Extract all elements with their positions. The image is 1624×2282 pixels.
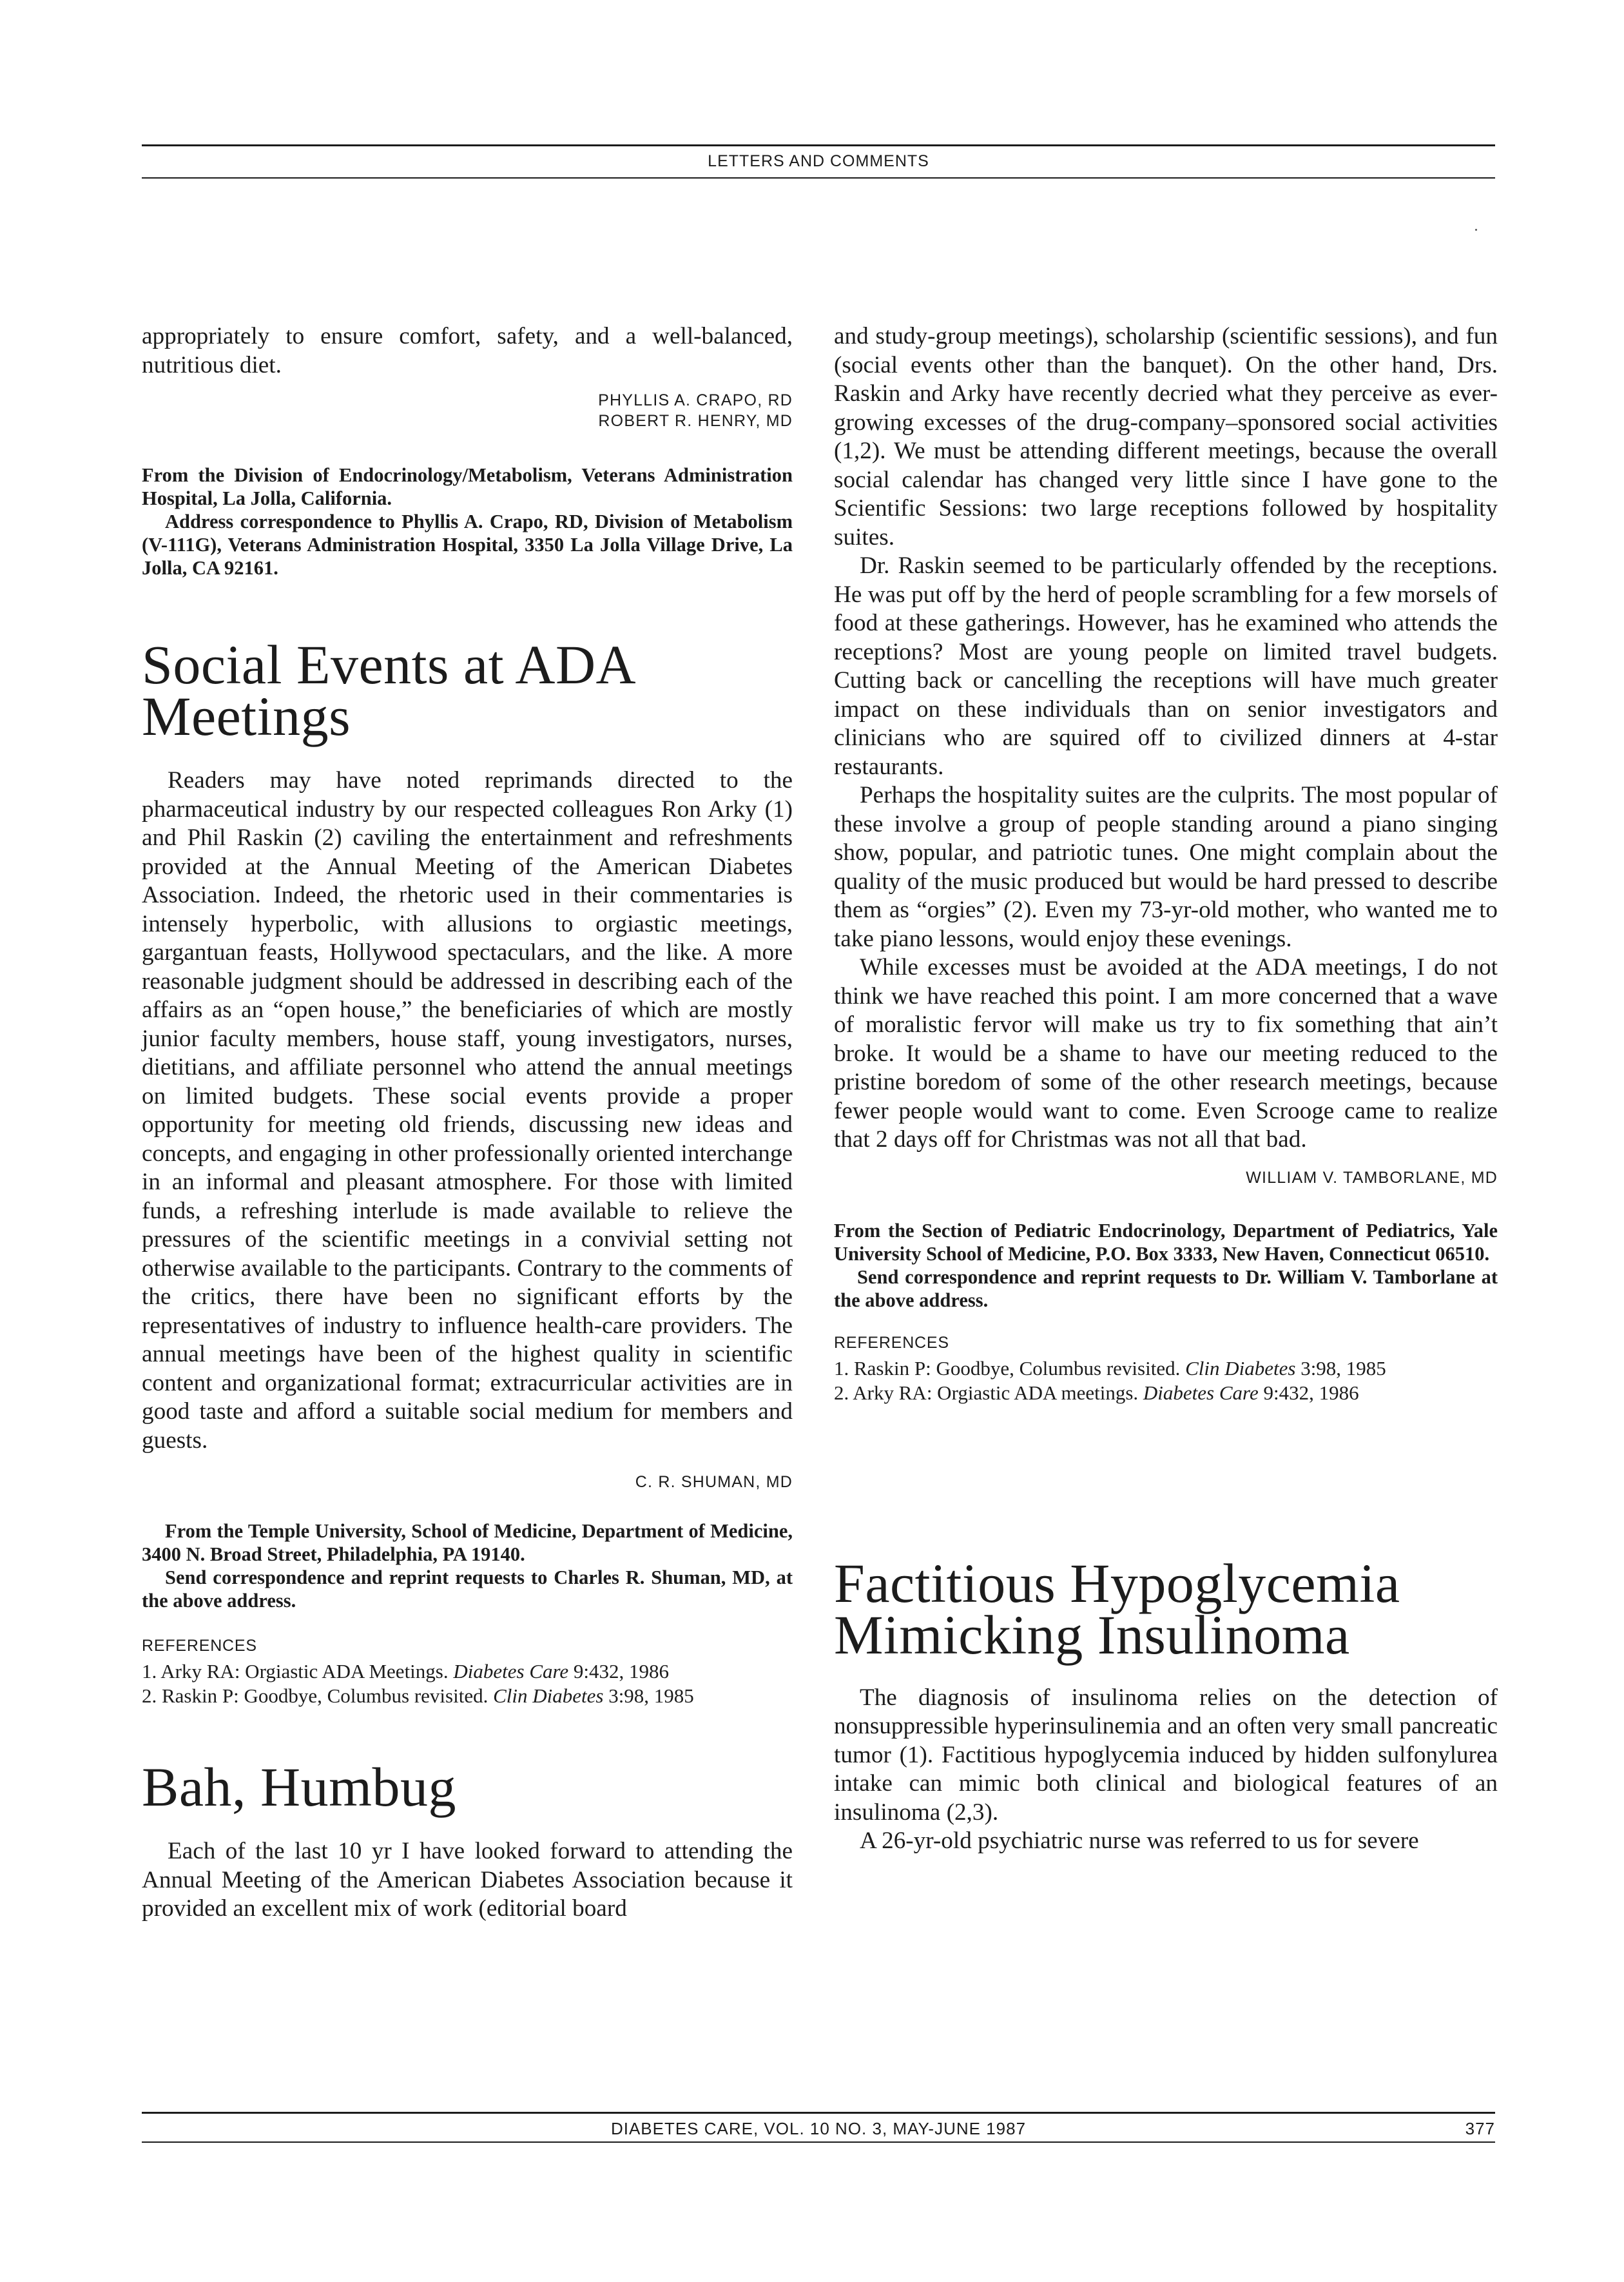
references-heading-left: REFERENCES xyxy=(142,1637,257,1655)
header-rule-bottom xyxy=(142,177,1495,179)
bah-humbug-paragraph-1: and study-group meetings), scholarship (scientific sessions), and fun (social events other than the banquet). On the other hand, Drs. Raskin and Arky have recently decried what they perceive as ever-growing excesses of the drug-company–sponsored social activities (1,2). We must be attending different meetings, because the overall social calendar has changed very little since I have gone to the Scientific Sessions: two large receptions followed by hospitality suites. xyxy=(834,323,1498,551)
factitious-paragraph-2: A 26-yr-old psychiatric nurse was referred to us for severe xyxy=(860,1828,1419,1854)
crapo-correspondence: Address correspondence to Phyllis A. Crapo, RD, Division of Metabolism (V-111G), Veterans Administration Hospital, 3350 La Jolla Village Drive, La Jolla, CA 92161. xyxy=(142,511,793,579)
left-reference-1: 1. Arky RA: Orgiastic ADA Meetings. Diabetes Care 9:432, 1986 xyxy=(142,1660,670,1682)
crapo-letter-end: appropriately to ensure comfort, safety, and a well-balanced, nutritious diet. xyxy=(142,323,793,378)
henry-signature: ROBERT R. HENRY, MD xyxy=(598,412,793,430)
bah-humbug-paragraph-2: Dr. Raskin seemed to be particularly offended by the receptions. He was put off by the herd of people scrambling for a few morsels of food at these gatherings. However, has he examined who attends the receptions? Most are young people on limited travel budgets. Cutting back or cancelling the receptions will have much greater impact on these individuals than on senior investigators and clinicians who are squired off to civilized dinners at 4-star restaurants. xyxy=(834,552,1498,780)
references-heading-right: REFERENCES xyxy=(834,1333,949,1352)
social-events-body: Readers may have noted reprimands directed to the pharmaceutical industry by our respected colleagues Ron Arky (1) and Phil Raskin (2) caviling the entertainment and refreshments provided at the Annual Meeting of the American Diabetes Association. Indeed, the rhetoric used in their commentaries is intensely hyperbolic, with allusions to orgiastic meetings, gargantuan feasts, Hollywood spectaculars, and the like. A more reasonable judgment should be addressed in describing each of the affairs as an “open house,” the beneficiaries of which are mostly junior faculty members, house staff, young investigators, nurses, dietitians, and affiliate personnel who attend the annual meetings on limited budgets. These social events provide a proper opportunity for meeting old friends, discussing new ideas and concepts, and engaging in other professionally oriented interchange in an informal and pleasant atmosphere. For those with limited funds, a refreshing interlude is made available to relieve the pressures of the scientific meetings in a convivial setting not otherwise available to the participants. Contrary to the comments of the critics, there have been no significant efforts by the representatives of industry to influence health-care providers. The annual meetings have been of the highest quality in scientific content and organizational format; extracurricular activities are in good taste and afford a suitable social medium for members and guests. xyxy=(142,767,793,1454)
bah-humbug-title: Bah, Humbug xyxy=(142,1756,457,1818)
speck xyxy=(1475,229,1477,231)
left-reference-2: 2. Raskin P: Goodbye, Columbus revisited. Clin Diabetes 3:98, 1985 xyxy=(142,1684,694,1707)
crapo-signature: PHYLLIS A. CRAPO, RD xyxy=(598,391,793,409)
footer xyxy=(142,2119,1495,2141)
factitious-title-line-1: Factitious Hypoglycemia xyxy=(834,1552,1400,1614)
factitious-title-line-2: Mimicking Insulinoma xyxy=(834,1603,1350,1666)
shuman-signature: C. R. SHUMAN, MD xyxy=(635,1473,793,1491)
right-reference-2: 2. Arky RA: Orgiastic ADA meetings. Diabetes Care 9:432, 1986 xyxy=(834,1381,1359,1404)
shuman-correspondence: Send correspondence and reprint requests to Charles R. Shuman, MD, at the above address. xyxy=(142,1566,793,1612)
running-head: LETTERS AND COMMENTS xyxy=(708,152,929,170)
bah-humbug-opening: Each of the last 10 yr I have looked forward to attending the Annual Meeting of the American Diabetes Association because it provided an excellent mix of work (editorial board xyxy=(142,1838,793,1922)
social-events-title: Social Events at ADA Meetings xyxy=(142,634,633,747)
tamborlane-affiliation: From the Section of Pediatric Endocrinology, Department of Pediatrics, Yale University School of Medicine, P.O. Box 3333, New Haven, Connecticut 06510. xyxy=(834,1219,1498,1265)
right-column xyxy=(834,322,1498,1856)
bah-humbug-paragraph-4: While excesses must be avoided at the ADA meetings, I do not think we have reached this point. I am more concerned that a wave of moralistic fervor will make us try to fix something that ain’t broke. It would be a shame to have our meeting reduced to the pristine boredom of some of the other research meetings, because fewer people would want to come. Even Scrooge came to realize that 2 days off for Christmas was not all that bad. xyxy=(834,954,1498,1153)
header-rule-top xyxy=(142,144,1495,146)
footer-rule-bottom xyxy=(142,2141,1495,2143)
crapo-affiliation: From the Division of Endocrinology/Metabolism, Veterans Administration Hospital, La Jolla, California. xyxy=(142,464,793,509)
journal-citation: DIABETES CARE, VOL. 10 NO. 3, MAY-JUNE 1987 xyxy=(610,2119,1027,2138)
footer-rule-top xyxy=(142,2112,1495,2114)
shuman-affiliation: From the Temple University, School of Medicine, Department of Medicine, 3400 N. Broad Street, Philadelphia, PA 19140. xyxy=(142,1520,793,1565)
tamborlane-signature: WILLIAM V. TAMBORLANE, MD xyxy=(1246,1168,1498,1187)
left-column xyxy=(142,322,793,1924)
factitious-paragraph-1: The diagnosis of insulinoma relies on the detection of nonsuppressible hyperinsulinemia and an often very small pancreatic tumor (1). Factitious hypoglycemia induced by hidden sulfonylurea intake can mimic both clinical and biological features of an insulinoma (2,3). xyxy=(834,1684,1498,1826)
tamborlane-correspondence: Send correspondence and reprint requests to Dr. William V. Tamborlane at the above address. xyxy=(834,1265,1498,1311)
bah-humbug-paragraph-3: Perhaps the hospitality suites are the culprits. The most popular of these involve a group of people standing around a piano singing show, popular, and patriotic tunes. One might complain about the quality of the music produced but would be hard pressed to describe them as “orgies” (2). Even my 73-yr-old mother, who wanted me to take piano lessons, would enjoy these evenings. xyxy=(834,782,1498,952)
right-reference-1: 1. Raskin P: Goodbye, Columbus revisited. Clin Diabetes 3:98, 1985 xyxy=(834,1356,1386,1380)
page-number: 377 xyxy=(1465,2119,1495,2138)
